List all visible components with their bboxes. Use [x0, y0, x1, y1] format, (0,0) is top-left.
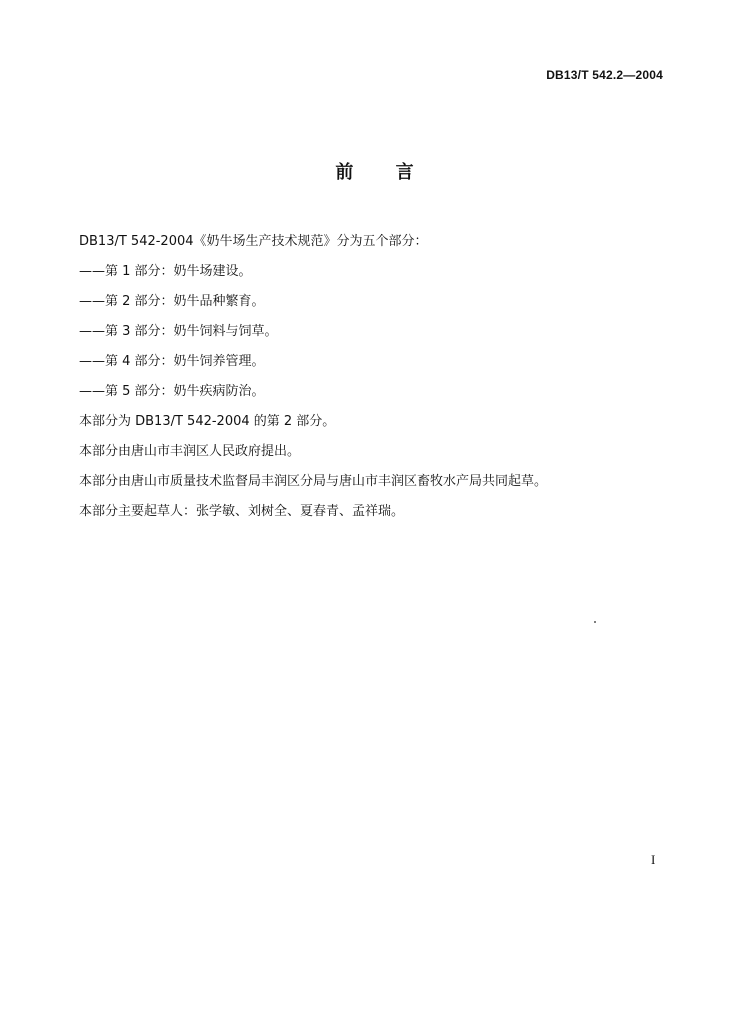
- part-list-item-3: ——第 3 部分：奶牛饲料与饲草。: [79, 324, 278, 339]
- part-list-item-5: ——第 5 部分：奶牛疾病防治。: [79, 384, 265, 399]
- part-list-item-2: ——第 2 部分：奶牛品种繁育。: [79, 294, 265, 309]
- part-statement: 本部分为 DB13/T 542-2004 的第 2 部分。: [79, 414, 336, 429]
- foreword-body: [79, 232, 679, 532]
- page-title-char-1: 前: [335, 162, 354, 183]
- proposer-statement: 本部分由唐山市丰润区人民政府提出。: [79, 444, 301, 459]
- page-number: I: [651, 852, 656, 867]
- drafters-statement: 本部分主要起草人：张学敏、刘树全、夏春青、孟祥瑞。: [79, 504, 405, 519]
- document-code: DB13/T 542.2—2004: [546, 68, 663, 82]
- page-title-char-2: 言: [395, 162, 414, 183]
- drafting-org-statement: 本部分由唐山市质量技术监督局丰润区分局与唐山市丰润区畜牧水产局共同起草。: [79, 474, 548, 489]
- intro-line: DB13/T 542-2004《奶牛场生产技术规范》分为五个部分：: [79, 234, 428, 249]
- part-list-item-1: ——第 1 部分：奶牛场建设。: [79, 264, 252, 279]
- scan-speck: [594, 621, 596, 623]
- part-list-item-4: ——第 4 部分：奶牛饲养管理。: [79, 354, 265, 369]
- page-title: [0, 158, 749, 184]
